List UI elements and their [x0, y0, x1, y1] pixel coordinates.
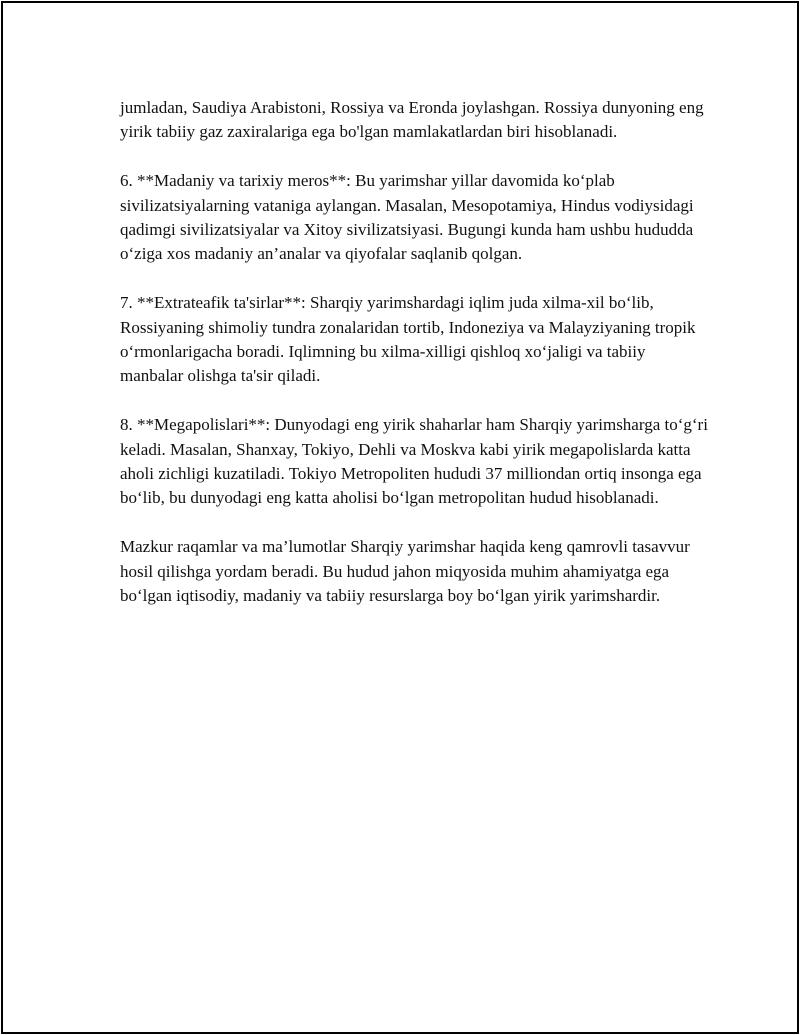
paragraph-cultural-heritage: 6. **Madaniy va tarixiy meros**: Bu yarimshar yillar davomida ko‘plab sivilizatsiyalarning vataniga aylangan. Masalan, Mesopotamiya, Hindus vodiysidagi qadimgi sivilizatsiyalar va Xitoy sivilizatsiyasi. Bugungi kunda ham ushbu hududda o‘ziga xos madaniy an’analar va qiyofalar saqlanib qolgan.: [120, 171, 694, 264]
paragraph-climate-effects: 7. **Extrateafik ta'sirlar**: Sharqiy yarimshardagi iqlim juda xilma-xil bo‘lib, Rossiyaning shimoliy tundra zonalaridan tortib, Indoneziya va Malayziyaning tropik o‘rmonlarigacha boradi. Iqlimning bu xilma-xilligi qishloq xo‘jaligi va tabiiy manbalar olishga ta'sir qiladi.: [120, 293, 696, 386]
document-page: [1, 1, 799, 1034]
paragraph-conclusion: Mazkur raqamlar va ma’lumotlar Sharqiy yarimshar haqida keng qamrovli tasavvur hosil qilishga yordam beradi. Bu hudud jahon miqyosida muhim ahamiyatga ega bo‘lgan iqtisodiy, madaniy va tabiiy resurslarga boy bo‘lgan yirik yarimshardir.: [120, 537, 690, 606]
paragraph-megacities: 8. **Megapolislari**: Dunyodagi eng yirik shaharlar ham Sharqiy yarimsharga to‘g‘ri keladi. Masalan, Shanxay, Tokiyo, Dehli va Moskva kabi yirik megapolislarda katta aholi zichligi kuzatiladi. Tokiyo Metropoliten hududi 37 milliondan ortiq insonga ega bo‘lib, bu dunyodagi eng katta aholisi bo‘lgan metropolitan hudud hisoblanadi.: [120, 415, 708, 508]
document-body: [120, 96, 710, 633]
paragraph-continuation: jumladan, Saudiya Arabistoni, Rossiya va Eronda joylashgan. Rossiya dunyoning eng yirik tabiiy gaz zaxiralariga ega bo'lgan mamlakatlardan biri hisoblanadi.: [120, 98, 704, 142]
